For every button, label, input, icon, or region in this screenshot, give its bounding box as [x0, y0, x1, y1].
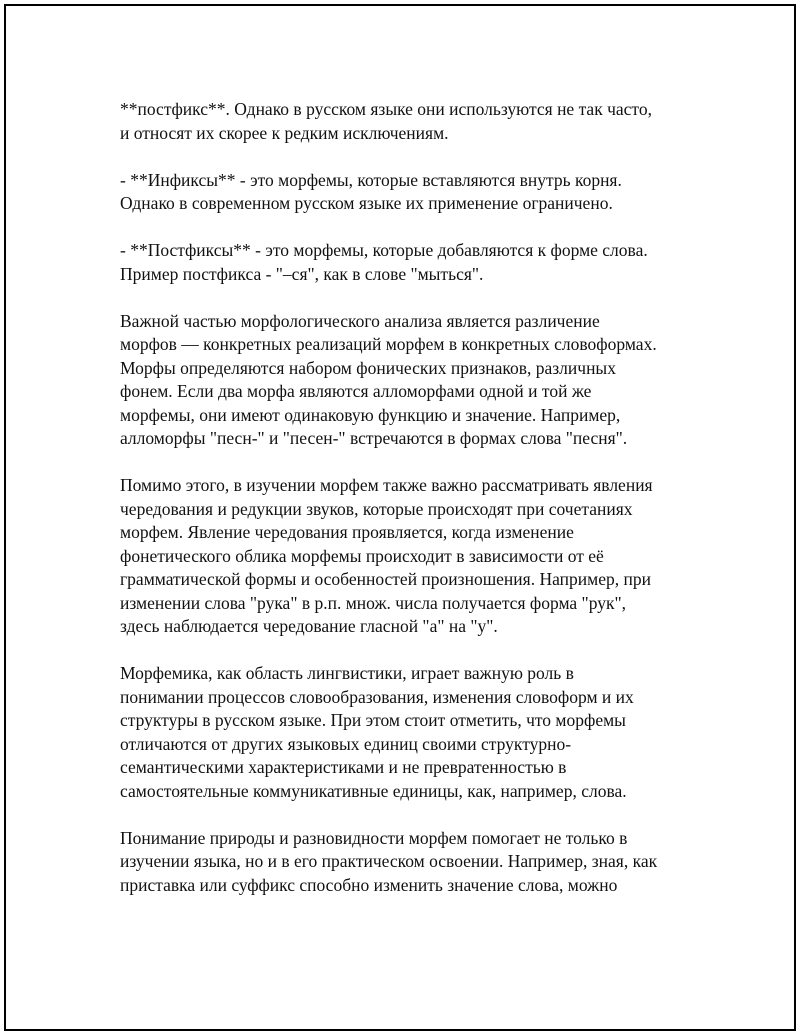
text-line: Пример постфикса - "–ся", как в слове "мыться". [120, 263, 484, 284]
paragraph-morphs [120, 310, 710, 451]
text-line: структуры в русском языке. При этом стоит отметить, что морфемы [120, 710, 626, 730]
text-line: изучении языка, но и в его практическом освоении. Например, зная, как [120, 851, 658, 871]
text-line: морфемы, они имеют одинаковую функцию и значение. Например, [120, 404, 621, 425]
text-line: фонетического облика морфемы происходит в зависимости от её [120, 545, 604, 566]
text-line: и относят их скорее к редким исключениям. [120, 122, 449, 143]
text-line: фонем. Если два морфа являются алломорфами одной и той же [120, 381, 592, 401]
text-line: приставка или суффикс способно изменить значение слова, можно [120, 874, 618, 895]
page-border [4, 4, 796, 1031]
paragraph-morphemics [120, 662, 710, 803]
text-line: **постфикс**. Однако в русском языке они используются не так часто, [120, 99, 652, 119]
text-line: морфов — конкретных реализаций морфем в конкретных словоформах. [120, 334, 657, 354]
text-line: Морфемика, как область лингвистики, играет важную роль в [120, 663, 574, 683]
text-line: Помимо этого, в изучении морфем также важно рассматривать явления [120, 475, 653, 495]
paragraph-alternation [120, 474, 710, 639]
text-line: самостоятельные коммуникативные единицы, как, например, слова. [120, 780, 627, 801]
text-line: Морфы определяются набором фонических признаков, различных [120, 357, 616, 378]
document-body [120, 98, 710, 921]
text-line: Важной частью морфологического анализа является различение [120, 310, 600, 331]
text-line: грамматической формы и особенностей произношения. Например, при [120, 569, 651, 589]
text-line: изменении слова "рука" в р.п. множ. числа получается форма "рук", [120, 592, 626, 613]
text-line: чередования и редукции звуков, которые происходят при сочетаниях [120, 498, 633, 519]
text-line: отличаются от других языковых единиц своими структурно- [120, 733, 572, 754]
paragraph-postfix-note [120, 98, 710, 145]
paragraph-infixes [120, 169, 710, 216]
text-line: - **Постфиксы** - это морфемы, которые добавляются к форме слова. [120, 240, 648, 260]
text-line: Понимание природы и разновидности морфем помогает не только в [120, 827, 628, 848]
text-line: Однако в современном русском языке их применение ограничено. [120, 193, 613, 213]
text-line: - **Инфиксы** - это морфемы, которые вставляются внутрь корня. [120, 169, 622, 190]
text-line: здесь наблюдается чередование гласной "а" на "у". [120, 616, 498, 636]
paragraph-postfixes [120, 239, 710, 286]
text-line: алломорфы "песн-" и "песен-" встречаются в формах слова "песня". [120, 428, 628, 448]
text-line: морфем. Явление чередования проявляется, когда изменение [120, 522, 574, 542]
text-line: семантическими характеристиками и не превратенностью в [120, 757, 567, 777]
text-line: понимании процессов словообразования, изменения словоформ и их [120, 686, 634, 707]
paragraph-understanding [120, 827, 710, 898]
